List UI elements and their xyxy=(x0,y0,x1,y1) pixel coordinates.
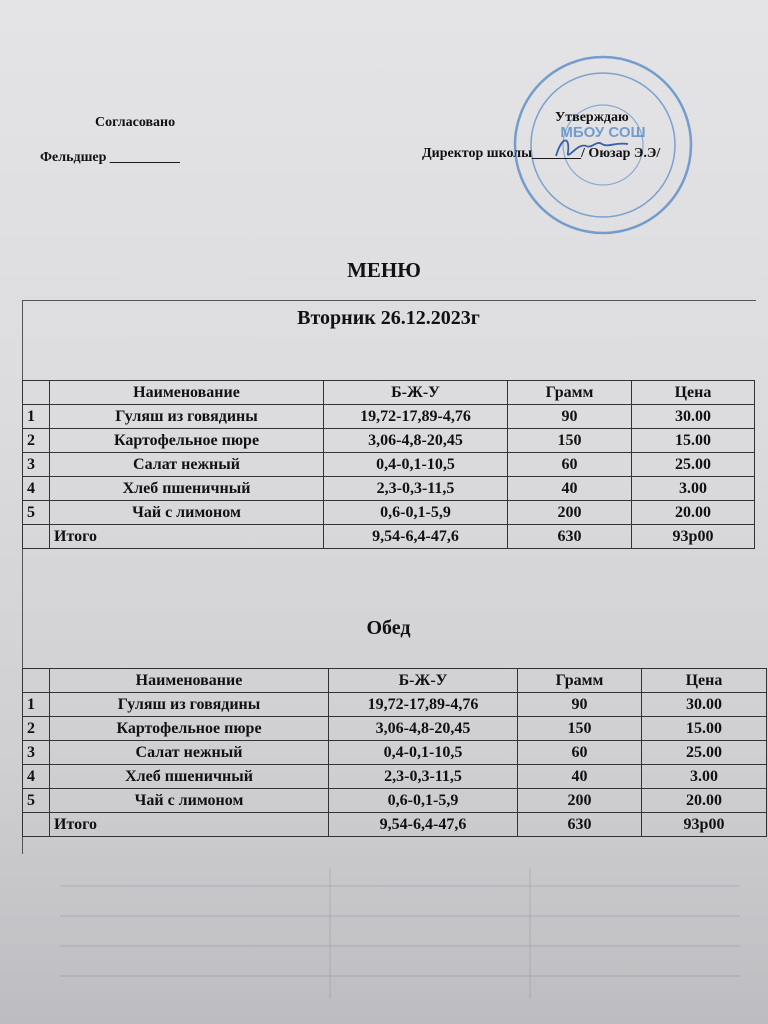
dish-price: 3.00 xyxy=(642,765,767,789)
dish-bju: 19,72-17,89-4,76 xyxy=(329,693,518,717)
dish-name: Гуляш из говядины xyxy=(50,693,329,717)
breakfast-table xyxy=(22,380,755,549)
dish-bju: 2,3-0,3-11,5 xyxy=(324,477,508,501)
dish-name: Салат нежный xyxy=(50,741,329,765)
total-gram: 630 xyxy=(508,525,632,549)
dish-price: 20.00 xyxy=(632,501,755,525)
table-row xyxy=(23,429,755,453)
header-price-cell: Цена xyxy=(632,381,755,405)
day-title: Вторник 26.12.2023г xyxy=(297,307,480,329)
total-bju: 9,54-6,4-47,6 xyxy=(329,813,518,837)
dish-gram: 90 xyxy=(508,405,632,429)
director-signature-line: Директор школы_______/ Оюзар Э.Э/ xyxy=(422,146,661,161)
approved-label: Согласовано xyxy=(95,115,176,130)
table-row xyxy=(23,693,767,717)
table-row xyxy=(23,765,767,789)
dish-gram: 90 xyxy=(518,693,642,717)
header-gram-cell: Грамм xyxy=(508,381,632,405)
header-name-cell: Наименование xyxy=(50,381,324,405)
dish-bju: 0,6-0,1-5,9 xyxy=(329,789,518,813)
dish-gram: 60 xyxy=(518,741,642,765)
dish-price: 3.00 xyxy=(632,477,755,501)
signature-icon xyxy=(552,132,632,166)
dish-gram: 40 xyxy=(518,765,642,789)
dish-name: Чай с лимоном xyxy=(50,789,329,813)
lunch-title: Обед xyxy=(366,617,411,639)
dish-price: 25.00 xyxy=(642,741,767,765)
dish-name: Хлеб пшеничный xyxy=(50,765,329,789)
row-num: 5 xyxy=(23,501,50,525)
dish-name: Салат нежный xyxy=(50,453,324,477)
header-num-cell xyxy=(23,381,50,405)
table-row xyxy=(23,717,767,741)
dish-gram: 200 xyxy=(508,501,632,525)
menu-title: МЕНЮ xyxy=(347,258,421,282)
total-label: Итого xyxy=(50,525,324,549)
total-price: 93р00 xyxy=(642,813,767,837)
table-header-row xyxy=(23,669,767,693)
total-num-cell xyxy=(23,525,50,549)
total-bju: 9,54-6,4-47,6 xyxy=(324,525,508,549)
show-through-lines xyxy=(60,868,740,998)
total-gram: 630 xyxy=(518,813,642,837)
table-row xyxy=(23,477,755,501)
row-num: 2 xyxy=(23,717,50,741)
table-row xyxy=(23,501,755,525)
dish-price: 30.00 xyxy=(642,693,767,717)
dish-name: Чай с лимоном xyxy=(50,501,324,525)
dish-bju: 0,6-0,1-5,9 xyxy=(324,501,508,525)
dish-price: 15.00 xyxy=(642,717,767,741)
table-row xyxy=(23,741,767,765)
dish-name: Гуляш из говядины xyxy=(50,405,324,429)
total-row xyxy=(23,813,767,837)
dish-gram: 60 xyxy=(508,453,632,477)
dish-price: 30.00 xyxy=(632,405,755,429)
total-num-cell xyxy=(23,813,50,837)
dish-bju: 0,4-0,1-10,5 xyxy=(324,453,508,477)
header-bju-cell: Б-Ж-У xyxy=(324,381,508,405)
stamp-text: МБОУ СОШ xyxy=(560,124,646,141)
dish-gram: 40 xyxy=(508,477,632,501)
header-gram-cell: Грамм xyxy=(518,669,642,693)
row-num: 2 xyxy=(23,429,50,453)
table-row xyxy=(23,453,755,477)
header-num-cell xyxy=(23,669,50,693)
header-price-cell: Цена xyxy=(642,669,767,693)
row-num: 4 xyxy=(23,477,50,501)
row-num: 1 xyxy=(23,405,50,429)
total-row xyxy=(23,525,755,549)
row-num: 4 xyxy=(23,765,50,789)
row-num: 1 xyxy=(23,693,50,717)
dish-price: 15.00 xyxy=(632,429,755,453)
dish-price: 20.00 xyxy=(642,789,767,813)
dish-bju: 0,4-0,1-10,5 xyxy=(329,741,518,765)
dish-name: Картофельное пюре xyxy=(50,717,329,741)
medic-signature-line: Фельдшер __________ xyxy=(40,150,180,165)
dish-bju: 19,72-17,89-4,76 xyxy=(324,405,508,429)
total-price: 93р00 xyxy=(632,525,755,549)
header-bju-cell: Б-Ж-У xyxy=(329,669,518,693)
dish-bju: 2,3-0,3-11,5 xyxy=(329,765,518,789)
table-row xyxy=(23,789,767,813)
total-label: Итого xyxy=(50,813,329,837)
dish-bju: 3,06-4,8-20,45 xyxy=(329,717,518,741)
dish-name: Хлеб пшеничный xyxy=(50,477,324,501)
table-row xyxy=(23,405,755,429)
dish-gram: 200 xyxy=(518,789,642,813)
row-num: 3 xyxy=(23,453,50,477)
dish-gram: 150 xyxy=(518,717,642,741)
header-name-cell: Наименование xyxy=(50,669,329,693)
dish-name: Картофельное пюре xyxy=(50,429,324,453)
row-num: 5 xyxy=(23,789,50,813)
table-header-row xyxy=(23,381,755,405)
approve-label: Утверждаю xyxy=(555,110,629,125)
row-num: 3 xyxy=(23,741,50,765)
dish-gram: 150 xyxy=(508,429,632,453)
lunch-table xyxy=(22,668,767,837)
dish-bju: 3,06-4,8-20,45 xyxy=(324,429,508,453)
dish-price: 25.00 xyxy=(632,453,755,477)
